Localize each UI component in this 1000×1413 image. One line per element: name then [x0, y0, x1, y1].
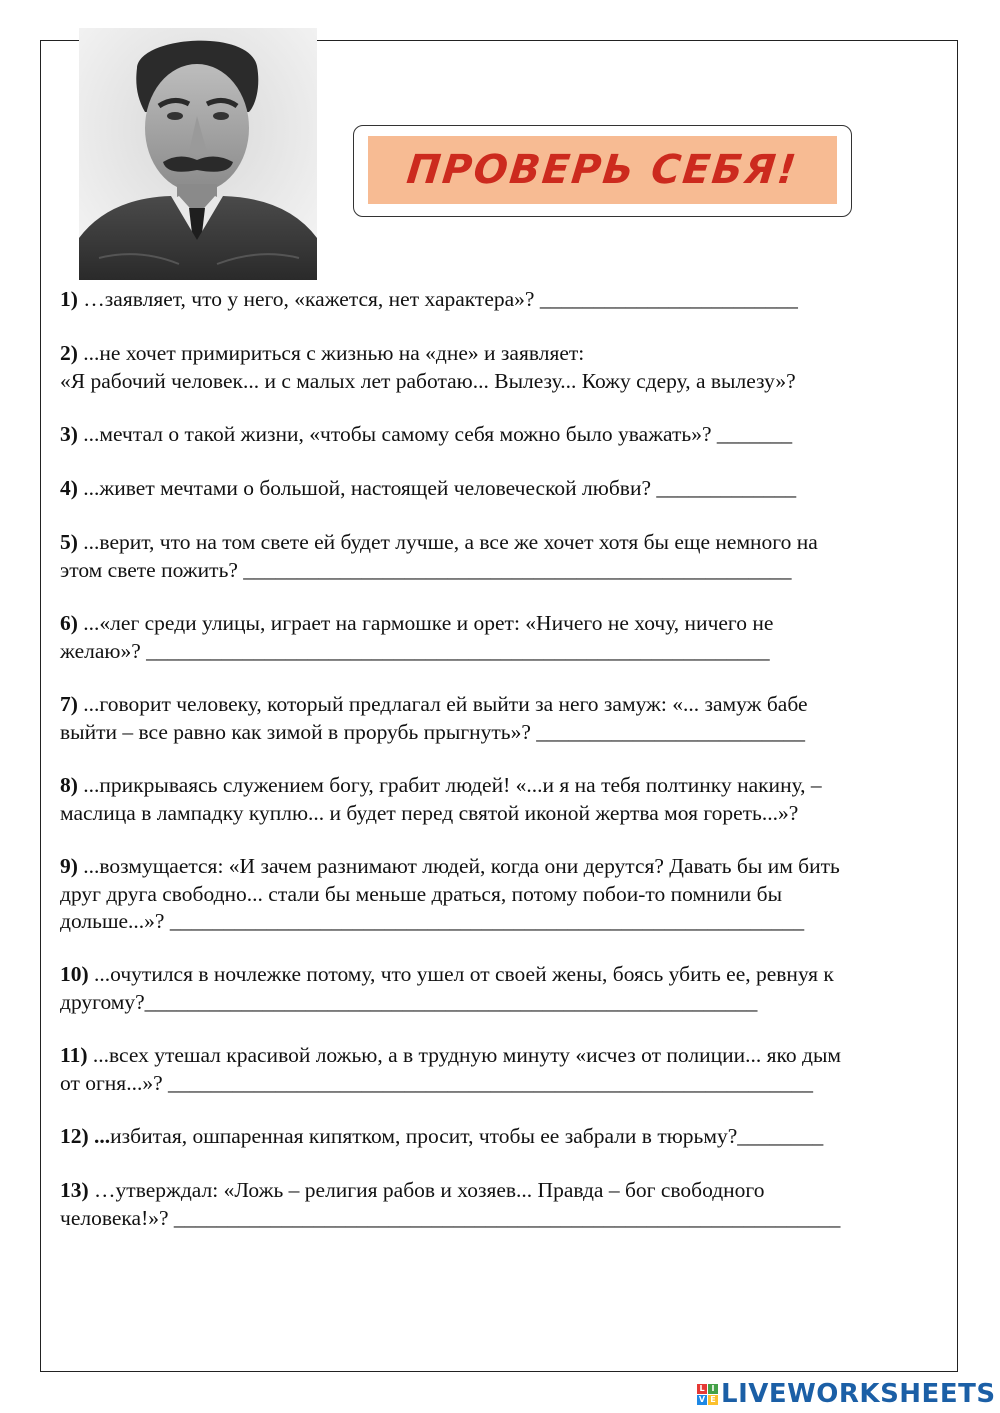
brand-letter: V: [698, 1394, 706, 1404]
question-3: [60, 421, 940, 449]
question-number: 2): [60, 341, 78, 365]
question-text: избитая, ошпаренная кипятком, просит, чтобы ее забрали в тюрьму?________: [110, 1124, 824, 1148]
brand-letter: I: [708, 1384, 718, 1394]
portrait-image: [79, 28, 317, 280]
question-number: 6): [60, 611, 78, 635]
question-text: ...возмущается: «И зачем разнимают людей, когда они дерутся? Давать бы им бить друг друга свободно... стали бы меньше драться, потому побои-то помнили бы дольше...»? ___________________________________________________________: [60, 854, 840, 933]
question-text: ...прикрываясь служением богу, грабит людей! «...и я на тебя полтинку накину, – маслица в лампадку куплю... и будет перед святой иконой жертва моя гореть...»?: [60, 773, 822, 825]
brand-letter: E: [708, 1395, 718, 1405]
question-6: [60, 610, 940, 665]
question-text: …утверждал: «Ложь – религия рабов и хозяев... Правда – бог свободного человека!»? ______________________________________________________________: [60, 1178, 841, 1230]
question-1: [60, 286, 940, 314]
brand-grid-icon: [697, 1384, 718, 1405]
question-2: [60, 340, 940, 395]
question-text: …заявляет, что у него, «кажется, нет характера»? ________________________: [77, 287, 798, 311]
question-13: [60, 1177, 940, 1232]
question-text: ...мечтал о такой жизни, «чтобы самому себя можно было уважать»? _______: [77, 422, 793, 446]
question-text: ...очутился в ночлежке потому, что ушел от своей жены, боясь убить ее, ревнуя к другому?_________________________________________________________: [60, 962, 834, 1014]
question-number: 11): [60, 1043, 88, 1067]
question-number: 9): [60, 854, 78, 878]
question-text: ...говорит человеку, который предлагал ей выйти за него замуж: «... замуж бабе выйти – все равно как зимой в прорубь прыгнуть»? _________________________: [60, 692, 808, 744]
question-10: [60, 961, 940, 1016]
question-number: 4): [60, 476, 78, 500]
question-text: ...не хочет примириться с жизнью на «дне» и заявляет: «Я рабочий человек... и с малых лет работаю... Вылезу... Кожу сдеру, а вылезу»?: [60, 341, 796, 393]
question-7: [60, 691, 940, 746]
question-text: ...всех утешал красивой ложью, а в трудную минуту «исчез от полиции... яко дым от огня...»? ____________________________________________________________: [60, 1043, 841, 1095]
question-11: [60, 1042, 940, 1097]
question-number: 5): [60, 530, 78, 554]
title-box: [353, 125, 852, 217]
brand-name: LIVEWORKSHEETS: [721, 1379, 996, 1409]
question-text: ...«лег среди улицы, играет на гармошке и орет: «Ничего не хочу, ничего не желаю»? __________________________________________________________: [60, 611, 774, 663]
question-12: [60, 1123, 940, 1151]
question-number: 7): [60, 692, 78, 716]
question-9: [60, 853, 940, 936]
brand-letter: L: [697, 1384, 707, 1394]
question-number: 12) ...: [60, 1124, 111, 1148]
question-text: ...живет мечтами о большой, настоящей человеческой любви? _____________: [77, 476, 797, 500]
brand-logo[interactable]: [697, 1378, 996, 1410]
question-number: 3): [60, 422, 78, 446]
page-title: ПРОВЕРЬ СЕБЯ!: [404, 147, 801, 193]
title-banner: [368, 136, 837, 204]
question-number: 1): [60, 287, 78, 311]
question-4: [60, 475, 940, 503]
question-number: 8): [60, 773, 78, 797]
question-number: 13): [60, 1178, 89, 1202]
question-number: 10): [60, 962, 89, 986]
question-text: ...верит, что на том свете ей будет лучше, а все же хочет хотя бы еще немного на этом свете пожить? ___________________________________________________: [60, 530, 818, 582]
question-5: [60, 529, 940, 584]
question-8: [60, 772, 940, 827]
